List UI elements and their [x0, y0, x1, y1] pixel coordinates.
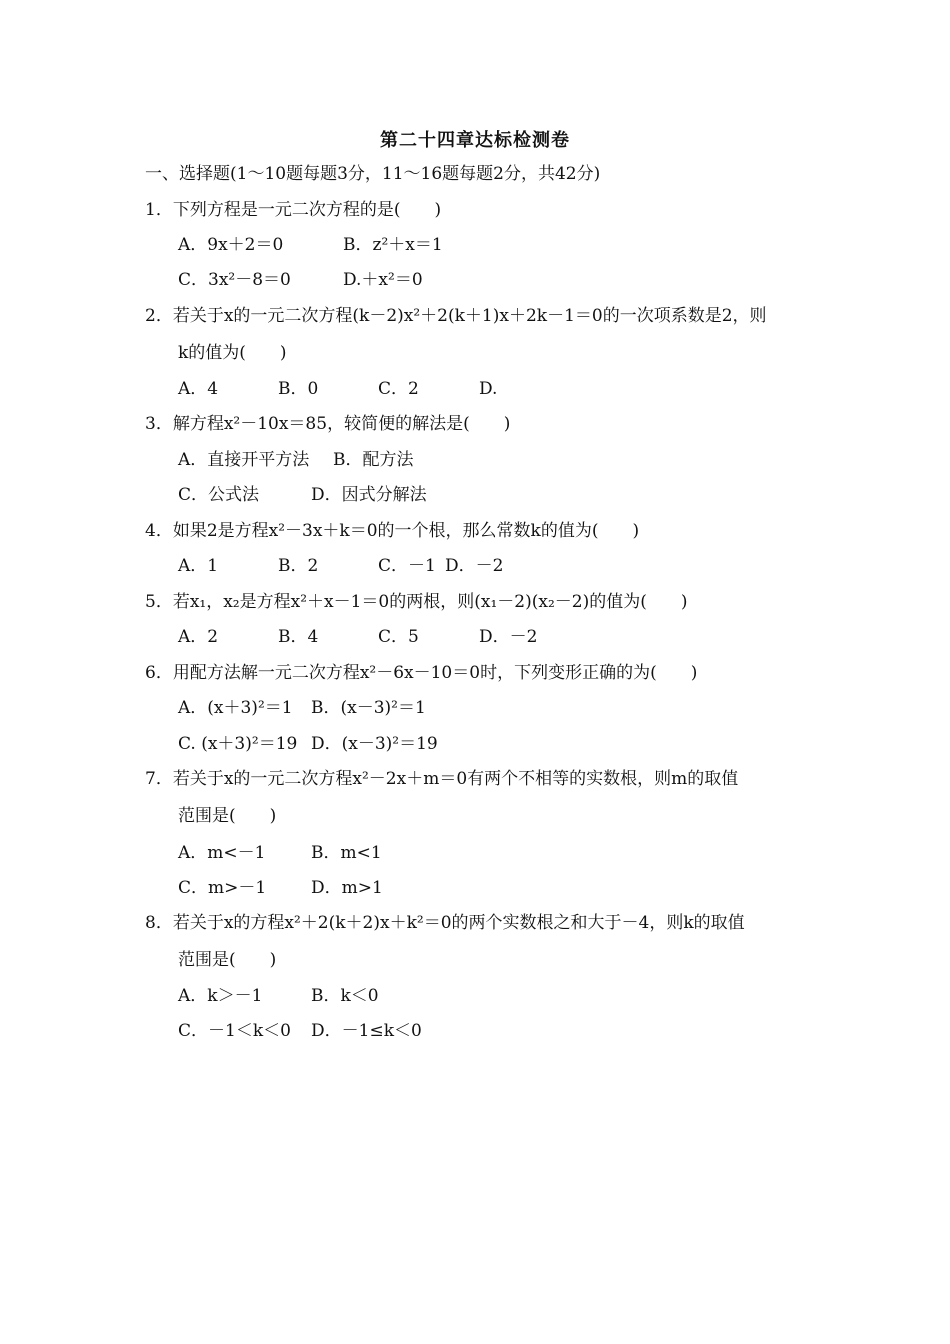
- q1-option-a: A．9x＋2＝0: [178, 235, 284, 255]
- q7-option-a: A．m<－1: [178, 843, 266, 863]
- q5-option-a: A．2: [178, 627, 219, 647]
- q3-option-a: A．直接开平方法: [178, 450, 310, 470]
- q4-option-d: D．－2: [445, 556, 504, 576]
- q7-option-c: C．m>－1: [178, 878, 267, 898]
- q2-option-c: C．2: [378, 379, 419, 399]
- q6-option-d: D．(x－3)²＝19: [311, 734, 438, 754]
- page-title: 第二十四章达标检测卷: [380, 130, 570, 151]
- q3-option-d: D．因式分解法: [311, 485, 427, 505]
- q4-option-a: A．1: [178, 556, 219, 576]
- q8-option-b: B．k＜0: [311, 986, 379, 1006]
- q8-option-a: A．k＞－1: [178, 986, 263, 1006]
- question-5-stem: 5．若x₁，x₂是方程x²＋x－1＝0的两根，则(x₁－2)(x₂－2)的值为( ): [145, 592, 688, 612]
- question-8-stem-cont: 范围是( ): [178, 950, 277, 970]
- q5-option-d: D．－2: [479, 627, 538, 647]
- q8-option-d: D．－1≤k＜0: [311, 1021, 422, 1041]
- q3-option-b: B．配方法: [333, 450, 414, 470]
- q7-option-b: B．m<1: [311, 843, 382, 863]
- section-heading: 一、选择题(1～10题每题3分，11～16题每题2分，共42分): [145, 164, 601, 184]
- q2-option-d: D.: [479, 379, 498, 399]
- q4-option-c: C．－1: [378, 556, 436, 576]
- q1-option-d: D.＋x²＝0: [343, 270, 423, 290]
- q5-option-b: B．4: [278, 627, 319, 647]
- question-4-stem: 4．如果2是方程x²－3x＋k＝0的一个根，那么常数k的值为( ): [145, 521, 640, 541]
- q8-option-c: C．－1＜k＜0: [178, 1021, 291, 1041]
- question-7-stem: 7．若关于x的一元二次方程x²－2x＋m＝0有两个不相等的实数根，则m的取值: [145, 769, 739, 789]
- q1-option-b: B．z²＋x＝1: [343, 235, 443, 255]
- q4-option-b: B．2: [278, 556, 319, 576]
- q2-option-b: B．0: [278, 379, 319, 399]
- question-1-stem: 1．下列方程是一元二次方程的是( ): [145, 200, 442, 220]
- q5-option-c: C．5: [378, 627, 419, 647]
- question-2-stem-cont: k的值为( ): [178, 343, 287, 363]
- question-3-stem: 3．解方程x²－10x＝85，较简便的解法是( ): [145, 414, 511, 434]
- question-2-stem: 2．若关于x的一元二次方程(k－2)x²＋2(k＋1)x＋2k－1＝0的一次项系数是2，则: [145, 306, 767, 326]
- q6-option-a: A．(x＋3)²＝1: [178, 698, 293, 718]
- question-6-stem: 6．用配方法解一元二次方程x²－6x－10＝0时，下列变形正确的为( ): [145, 663, 698, 683]
- q2-option-a: A．4: [178, 379, 219, 399]
- q7-option-d: D．m>1: [311, 878, 383, 898]
- q6-option-c: C. (x＋3)²＝19: [178, 734, 298, 754]
- q6-option-b: B．(x－3)²＝1: [311, 698, 426, 718]
- q1-option-c: C．3x²－8＝0: [178, 270, 291, 290]
- question-8-stem: 8．若关于x的方程x²＋2(k＋2)x＋k²＝0的两个实数根之和大于－4，则k的取值: [145, 913, 745, 933]
- question-7-stem-cont: 范围是( ): [178, 806, 277, 826]
- q3-option-c: C．公式法: [178, 485, 260, 505]
